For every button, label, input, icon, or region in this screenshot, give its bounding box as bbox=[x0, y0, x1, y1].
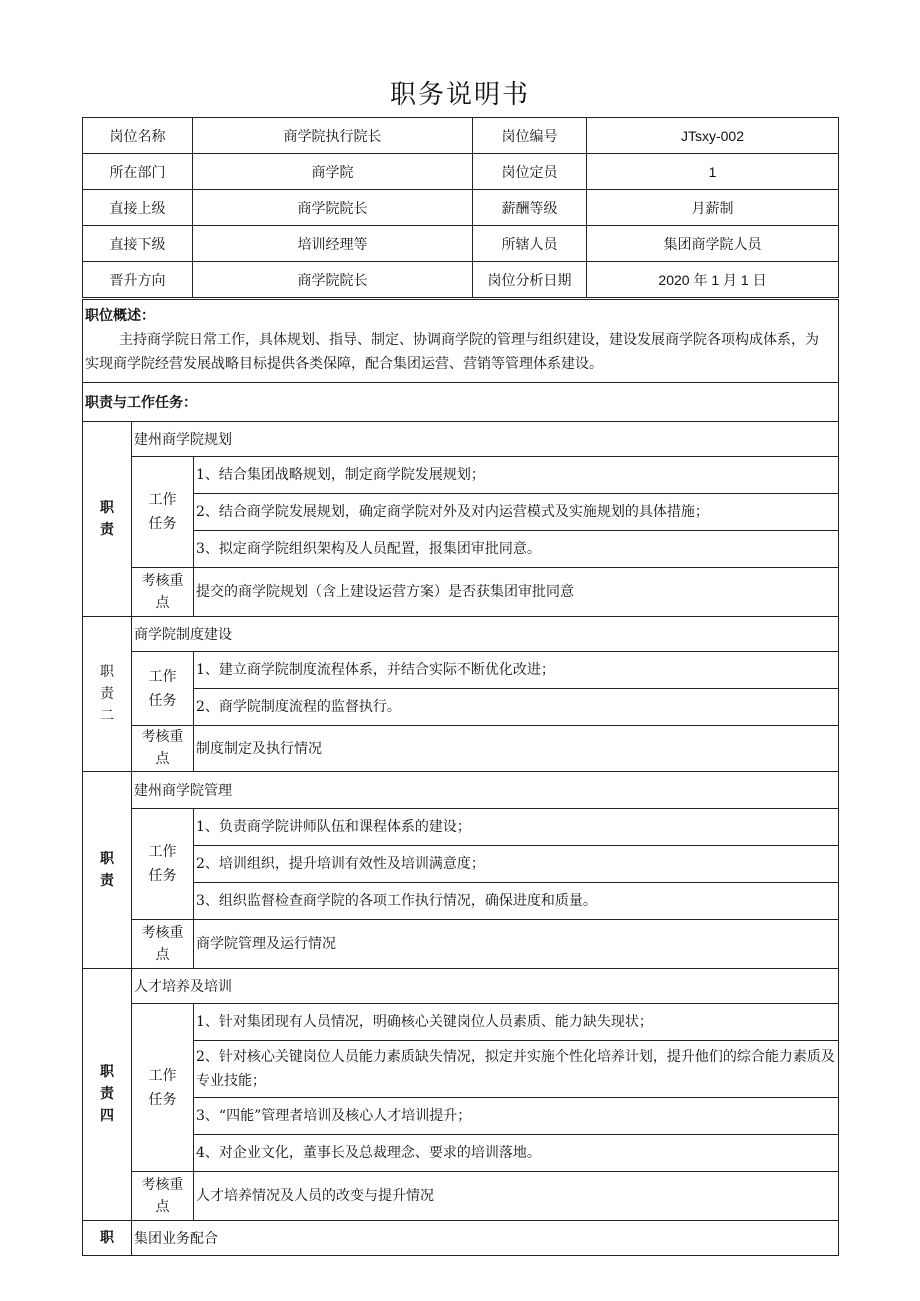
duty-label bbox=[83, 772, 132, 969]
info-value: JTsxy-002 bbox=[587, 118, 839, 154]
info-label: 直接上级 bbox=[83, 190, 193, 226]
assess-item: 人才培养情况及人员的改变与提升情况 bbox=[194, 1172, 839, 1221]
assess-item: 提交的商学院规划（含上建设运营方案）是否获集团审批同意 bbox=[194, 568, 839, 617]
duty-heading: 商学院制度建设 bbox=[132, 617, 839, 652]
info-value: 1 bbox=[587, 154, 839, 190]
info-label: 岗位名称 bbox=[83, 118, 193, 154]
duties-label: 职责与工作任务： bbox=[83, 383, 839, 422]
info-value: 集团商学院人员 bbox=[587, 226, 839, 262]
duty-heading: 人才培养及培训 bbox=[132, 969, 839, 1004]
overview-cell bbox=[83, 300, 839, 383]
duty-label-text: 职责 bbox=[100, 850, 114, 889]
duty-heading-row bbox=[83, 617, 839, 652]
task-item: 1、结合集团战略规划，制定商学院发展规划； bbox=[194, 457, 839, 494]
task-item: 1、负责商学院讲师队伍和课程体系的建设； bbox=[194, 809, 839, 846]
task-item: 1、针对集团现有人员情况，明确核心关键岗位人员素质、能力缺失现状； bbox=[194, 1004, 839, 1041]
overview-label: 职位概述： bbox=[85, 308, 155, 324]
task-row bbox=[83, 1041, 839, 1098]
task-item: 2、商学院制度流程的监督执行。 bbox=[194, 689, 839, 726]
duties-table bbox=[82, 299, 839, 1256]
duty-label bbox=[83, 969, 132, 1221]
assess-label-text: 考核重点 bbox=[141, 1176, 184, 1215]
duty-label bbox=[83, 1221, 132, 1256]
assess-label bbox=[132, 1172, 194, 1221]
duty-heading: 建州商学院规划 bbox=[132, 422, 839, 457]
task-row bbox=[83, 1135, 839, 1172]
info-value: 商学院执行院长 bbox=[193, 118, 473, 154]
duty-heading-row bbox=[83, 969, 839, 1004]
info-value: 2020 年 1 月 1 日 bbox=[587, 262, 839, 298]
task-item: 2、针对核心关键岗位人员能力素质缺失情况，拟定并实施个性化培养计划，提升他们的综合能力素质及专业技能； bbox=[194, 1041, 839, 1098]
duty-heading-row bbox=[83, 1221, 839, 1256]
task-item: 1、建立商学院制度流程体系，并结合实际不断优化改进； bbox=[194, 652, 839, 689]
info-row bbox=[83, 154, 839, 190]
info-row bbox=[83, 190, 839, 226]
info-label: 晋升方向 bbox=[83, 262, 193, 298]
task-label bbox=[132, 809, 194, 920]
task-row bbox=[83, 809, 839, 846]
task-label-text: 工作任务 bbox=[148, 844, 177, 884]
info-label: 岗位分析日期 bbox=[473, 262, 587, 298]
assess-item: 商学院管理及运行情况 bbox=[194, 920, 839, 969]
task-label bbox=[132, 457, 194, 568]
info-table bbox=[82, 117, 839, 298]
task-row bbox=[83, 1004, 839, 1041]
task-label bbox=[132, 1004, 194, 1172]
info-row bbox=[83, 226, 839, 262]
duty-label-text: 职责二 bbox=[100, 663, 114, 724]
task-row bbox=[83, 531, 839, 568]
info-value: 商学院院长 bbox=[193, 262, 473, 298]
duty-heading: 集团业务配合 bbox=[132, 1221, 839, 1256]
info-row bbox=[83, 118, 839, 154]
duty-heading-row bbox=[83, 772, 839, 809]
duty-label-text: 职责 bbox=[100, 499, 114, 538]
task-row bbox=[83, 1098, 839, 1135]
task-item: 4、对企业文化，董事长及总裁理念、要求的培训落地。 bbox=[194, 1135, 839, 1172]
assess-label bbox=[132, 920, 194, 969]
task-item: 3、拟定商学院组织架构及人员配置，报集团审批同意。 bbox=[194, 531, 839, 568]
task-label bbox=[132, 652, 194, 726]
info-value: 培训经理等 bbox=[193, 226, 473, 262]
duty-heading: 建州商学院管理 bbox=[132, 772, 839, 809]
info-value: 商学院 bbox=[193, 154, 473, 190]
task-row bbox=[83, 689, 839, 726]
assess-label-text: 考核重点 bbox=[141, 572, 184, 611]
info-label: 直接下级 bbox=[83, 226, 193, 262]
task-row bbox=[83, 846, 839, 883]
page-title: 职务说明书 bbox=[389, 80, 530, 110]
overview-text: 主持商学院日常工作，具体规划、指导、制定、协调商学院的管理与组织建设，建设发展商学院各项构成体系，为实现商学院经营发展战略目标提供各类保障，配合集团运营、营销等管理体系建设。 bbox=[85, 332, 819, 372]
duty-label bbox=[83, 617, 132, 772]
info-label: 岗位定员 bbox=[473, 154, 587, 190]
info-row bbox=[83, 262, 839, 298]
duties-label-row bbox=[83, 383, 839, 422]
assess-label-text: 考核重点 bbox=[141, 924, 184, 963]
assess-label-text: 考核重点 bbox=[141, 729, 184, 767]
assess-row bbox=[83, 920, 839, 969]
assess-label bbox=[132, 568, 194, 617]
task-item: 2、结合商学院发展规划，确定商学院对外及对内运营模式及实施规划的具体措施； bbox=[194, 494, 839, 531]
assess-row bbox=[83, 1172, 839, 1221]
task-label-text: 工作任务 bbox=[148, 1067, 177, 1108]
task-row bbox=[83, 494, 839, 531]
task-row bbox=[83, 457, 839, 494]
assess-item: 制度制定及执行情况 bbox=[194, 726, 839, 772]
duty-heading-row bbox=[83, 422, 839, 457]
task-label-text: 工作任务 bbox=[148, 492, 177, 532]
task-row bbox=[83, 652, 839, 689]
info-value: 月薪制 bbox=[587, 190, 839, 226]
duty-label bbox=[83, 422, 132, 617]
overview-row bbox=[83, 300, 839, 383]
task-item: 3、“四能”管理者培训及核心人才培训提升； bbox=[194, 1098, 839, 1135]
assess-label bbox=[132, 726, 194, 772]
duty-label-text: 职 bbox=[100, 1230, 114, 1246]
info-label: 岗位编号 bbox=[473, 118, 587, 154]
task-item: 3、组织监督检查商学院的各项工作执行情况，确保进度和质量。 bbox=[194, 883, 839, 920]
info-label: 所在部门 bbox=[83, 154, 193, 190]
info-label: 所辖人员 bbox=[473, 226, 587, 262]
task-label-text: 工作任务 bbox=[148, 668, 177, 709]
task-row bbox=[83, 883, 839, 920]
assess-row bbox=[83, 568, 839, 617]
assess-row bbox=[83, 726, 839, 772]
task-item: 2、培训组织，提升培训有效性及培训满意度； bbox=[194, 846, 839, 883]
info-value: 商学院院长 bbox=[193, 190, 473, 226]
duty-label-text: 职责四 bbox=[100, 1064, 114, 1124]
info-label: 薪酬等级 bbox=[473, 190, 587, 226]
